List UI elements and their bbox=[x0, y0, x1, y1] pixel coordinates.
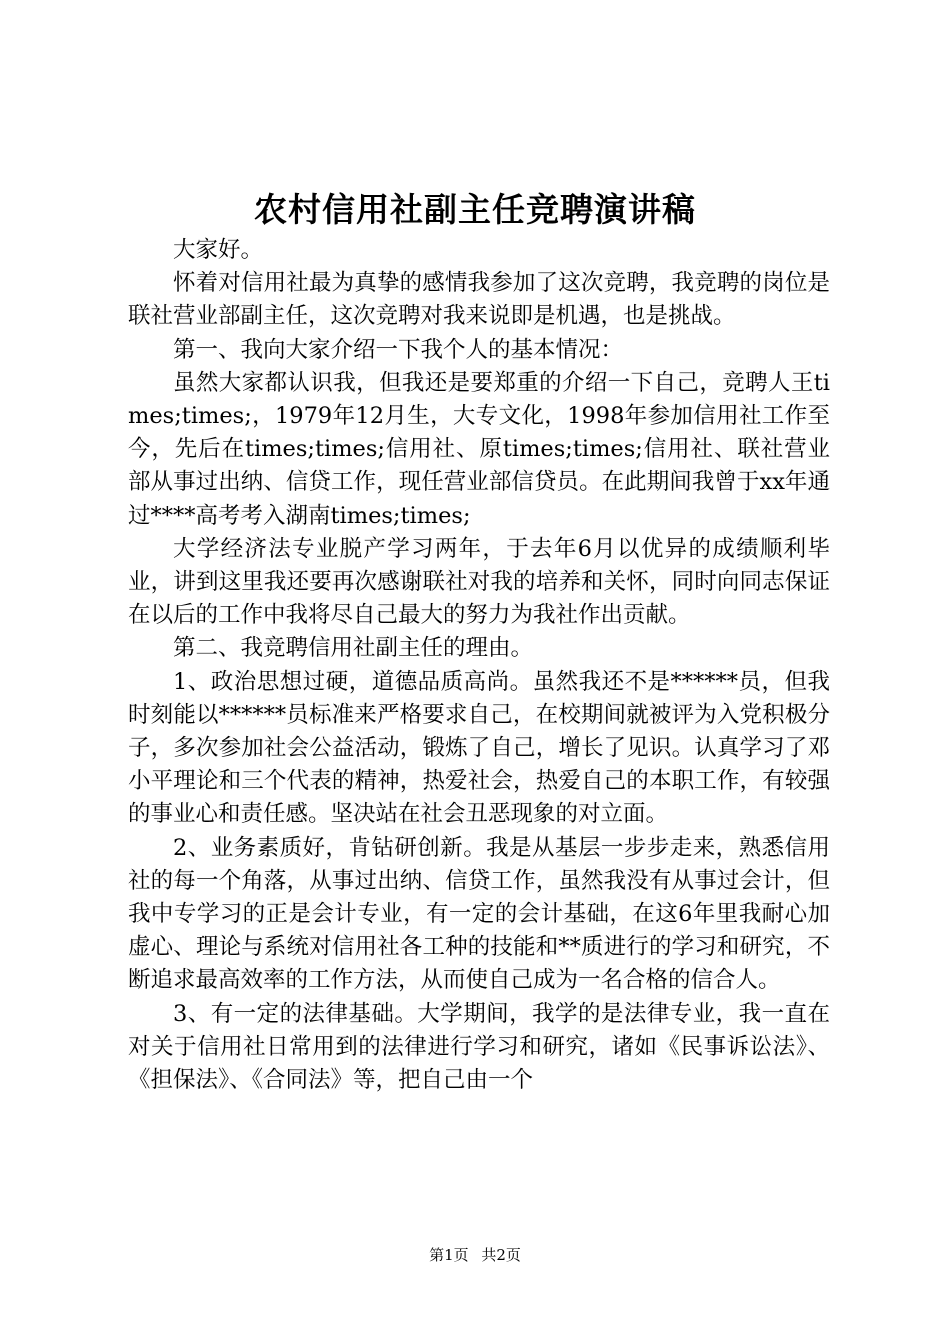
paragraph: 大学经济法专业脱产学习两年，于去年6月以优异的成绩顺利毕业，讲到这里我还要再次感谢联社对我的培养和关怀，同时向同志保证在以后的工作中我将尽自己最大的努力为我社作出贡献。 bbox=[128, 535, 830, 629]
paragraph: 1、政治思想过硬，道德品质高尚。虽然我还不是******员，但我时刻能以******员标准来严格要求自己，在校期间就被评为入党积极分子，多次参加社会公益活动，锻炼了自己，增长了见识。认真学习了邓小平理论和三个代表的精神，热爱社会，热爱自己的本职工作，有较强的事业心和责任感。坚决站在社会丑恶现象的对立面。 bbox=[128, 668, 830, 828]
paragraph: 第二、我竞聘信用社副主任的理由。 bbox=[173, 635, 534, 662]
paragraph: 2、业务素质好，肯钻研创新。我是从基层一步步走来，熟悉信用社的每一个角落，从事过出纳、信贷工作，虽然我没有从事过会计，但我中专学习的正是会计专业，有一定的会计基础，在这6年里我耐心加虚心、理论与系统对信用社各工种的技能和**质进行的学习和研究，不断追求最高效率的工作方法，从而使自己成为一名合格的信合人。 bbox=[128, 834, 830, 994]
page-footer bbox=[0, 1244, 950, 1266]
page-total: 共2页 bbox=[481, 1246, 521, 1264]
paragraph: 大家好。 bbox=[173, 237, 264, 263]
paragraph: 虽然大家都认识我，但我还是要郑重的介绍一下自己，竞聘人王times;times;，1979年12月生，大专文化，1998年参加信用社工作至今，先后在times;times;信用社、原times;times;信用社、联社营业部从事过出纳、信贷工作，现任营业部信贷员。在此期间我曾于xx年通过****高考考入湖南times;times; bbox=[128, 369, 830, 529]
document-title: 农村信用社副主任竞聘演讲稿 bbox=[254, 190, 696, 229]
paragraph: 怀着对信用社最为真挚的感情我参加了这次竞聘，我竞聘的岗位是联社营业部副主任，这次竞聘对我来说即是机遇，也是挑战。 bbox=[128, 270, 830, 330]
paragraph: 第一、我向大家介绍一下我个人的基本情况： bbox=[173, 336, 624, 363]
page-number: 第1页 bbox=[429, 1246, 469, 1264]
document-body bbox=[128, 234, 830, 1097]
paragraph: 3、有一定的法律基础。大学期间，我学的是法律专业，我一直在对关于信用社日常用到的法律进行学习和研究，诸如《民事诉讼法》、《担保法》、《合同法》等，把自己由一个 bbox=[128, 1000, 830, 1094]
